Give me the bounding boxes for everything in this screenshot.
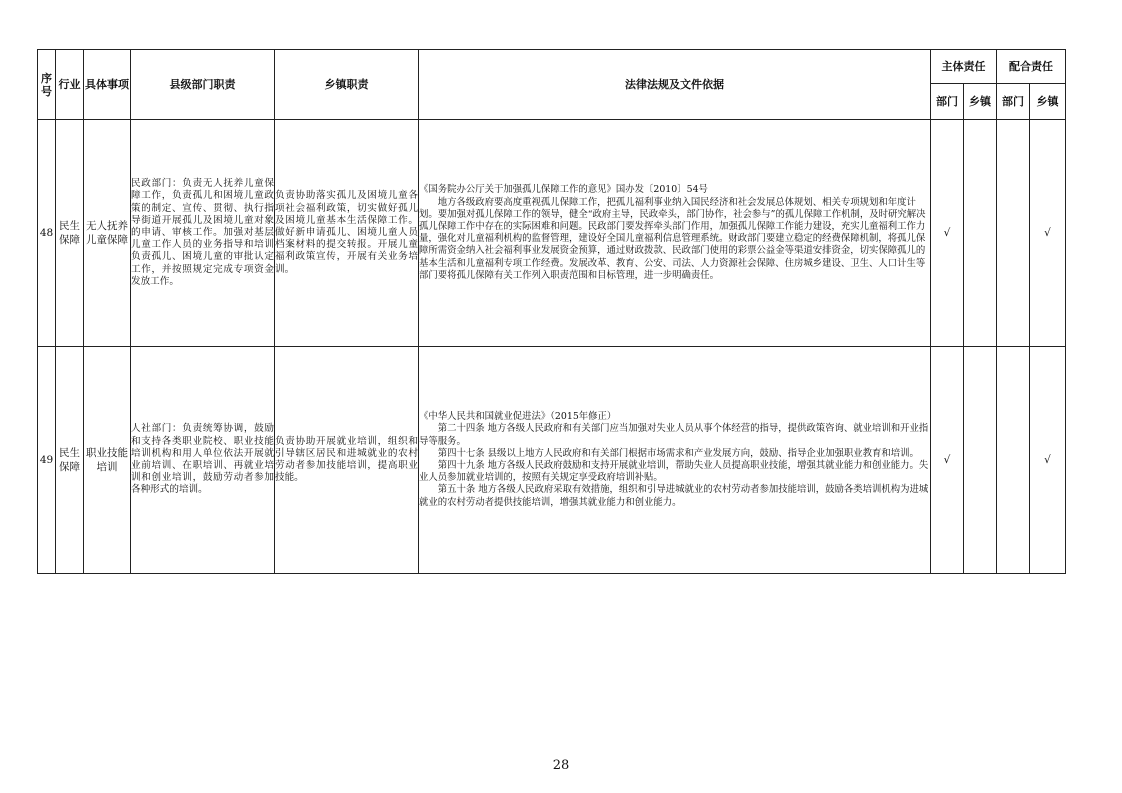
check-main-dept: √ bbox=[931, 347, 964, 574]
page-number: 28 bbox=[552, 758, 570, 773]
row-law-basis bbox=[419, 120, 931, 347]
check-coop-dept bbox=[997, 347, 1030, 574]
row-town-duty: 负责协助落实孤儿及困境儿童各项社会福利政策，切实做好孤儿及困境儿童基本生活保障工作。做好新申请孤儿、困境儿童人员档案材料的提交转报。开展儿童福利政策宣传，开展有关业务培训。 bbox=[275, 120, 419, 347]
row-law-basis bbox=[419, 347, 931, 574]
law-paragraph: 第五十条 地方各级人民政府采取有效措施，组织和引导进城就业的农村劳动者参加技能培训，鼓励各类培训机构为进城就业的农村劳动者提供技能培训，增强其就业能力和创业能力。 bbox=[419, 484, 929, 508]
row-item: 职业技能培训 bbox=[84, 347, 131, 574]
check-coop-town: √ bbox=[1030, 347, 1066, 574]
header-main-resp: 主体责任 bbox=[931, 50, 997, 84]
row-industry: 民生保障 bbox=[56, 120, 84, 347]
header-town-duty: 乡镇职责 bbox=[275, 50, 419, 120]
row-item: 无人抚养儿童保障 bbox=[84, 120, 131, 347]
row-industry: 民生保障 bbox=[56, 347, 84, 574]
header-coop-dept: 部门 bbox=[997, 84, 1030, 120]
check-main-dept: √ bbox=[931, 120, 964, 347]
check-coop-town: √ bbox=[1030, 120, 1066, 347]
header-coop-town: 乡镇 bbox=[1030, 84, 1066, 120]
header-law-basis: 法律法规及文件依据 bbox=[419, 50, 931, 120]
row-seq: 49 bbox=[38, 347, 56, 574]
check-coop-dept bbox=[997, 120, 1030, 347]
responsibility-table bbox=[37, 49, 1066, 574]
header-seq: 序号 bbox=[38, 50, 56, 120]
row-county-duty: 人社部门：负责统筹协调，鼓励和支持各类职业院校、职业技能培训机构和用人单位依法开展就业前培训、在职培训、再就业培训和创业培训，鼓励劳动者参加各种形式的培训。 bbox=[131, 347, 275, 574]
header-row-1 bbox=[38, 50, 1066, 84]
law-title: 《国务院办公厅关于加强孤儿保障工作的意见》国办发〔2010〕54号 bbox=[419, 184, 708, 196]
header-coop-resp: 配合责任 bbox=[997, 50, 1066, 84]
table-row bbox=[38, 347, 1066, 574]
header-main-dept: 部门 bbox=[931, 84, 964, 120]
law-paragraph: 第四十七条 县级以上地方人民政府和有关部门根据市场需求和产业发展方向，鼓励、指导企业加强职业教育和培训。 bbox=[437, 447, 919, 459]
header-item: 具体事项 bbox=[84, 50, 131, 120]
law-paragraph: 第四十九条 地方各级人民政府鼓励和支持开展就业培训，帮助失业人员提高职业技能，增强其就业能力和创业能力。失业人员参加就业培训的，按照有关规定享受政府培训补贴。 bbox=[419, 460, 929, 484]
table-row bbox=[38, 120, 1066, 347]
row-county-duty: 民政部门：负责无人抚养儿童保障工作，负责孤儿和困境儿童政策的制定、宣传、贯彻、执行指导街道开展孤儿及困境儿童对象的申请、审核工作。加强对基层儿童工作人员的业务指导和培训负责孤儿、困境儿童的审批认定工作，并按照规定完成专项资金发放工作。 bbox=[131, 120, 275, 347]
header-industry: 行业 bbox=[56, 50, 84, 120]
law-title: 《中华人民共和国就业促进法》（2015年修正） bbox=[419, 411, 617, 423]
check-main-town bbox=[964, 347, 997, 574]
row-seq: 48 bbox=[38, 120, 56, 347]
law-paragraph: 第二十四条 地方各级人民政府和有关部门应当加强对失业人员从事个体经营的指导，提供政策咨询、就业培训和开业指导等服务。 bbox=[419, 423, 929, 447]
law-paragraph: 地方各级政府要高度重视孤儿保障工作，把孤儿福利事业纳入国民经济和社会发展总体规划、相关专项规划和年度计划。要加强对孤儿保障工作的领导，健全“政府主导，民政牵头，部门协作，社会参与”的孤儿保障工作机制，及时研究解决孤儿保障工作中存在的实际困难和问题。民政部门要发挥牵头部门作用，加强孤儿保障工作能力建设，充实儿童福利工作力量，强化对儿童福利机构的监督管理，建设好全国儿童福利信息管理系统。财政部门要建立稳定的经费保障机制，将孤儿保障所需资金纳入社会福利事业发展资金预算，通过财政拨款、民政部门使用的彩票公益金等渠道安排资金，切实保障孤儿的基本生活和儿童福利专项工作经费。发展改革、教育、公安、司法、人力资源社会保障、住房城乡建设、卫生、人口计生等部门要将孤儿保障有关工作列入职责范围和目标管理，进一步明确责任。 bbox=[419, 196, 926, 281]
check-main-town bbox=[964, 120, 997, 347]
header-county-duty: 县级部门职责 bbox=[131, 50, 275, 120]
header-main-town: 乡镇 bbox=[964, 84, 997, 120]
row-town-duty: 负责协助开展就业培训，组织和引导辖区居民和进城就业的农村劳动者参加技能培训，提高职业技能。 bbox=[275, 347, 419, 574]
